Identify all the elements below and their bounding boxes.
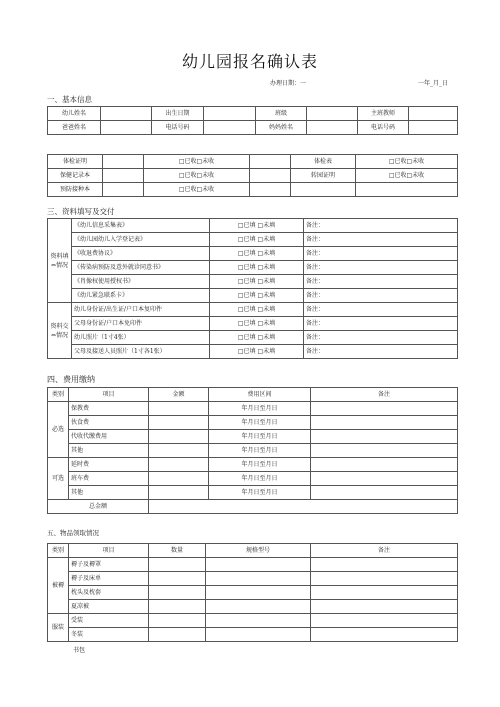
goods-note-field[interactable] bbox=[311, 558, 458, 572]
fee-period[interactable]: 年月日至月日 bbox=[209, 416, 311, 430]
goods-spec-field[interactable] bbox=[206, 572, 311, 586]
fee-item: 伙食费 bbox=[69, 416, 149, 430]
material-status[interactable]: □已填 □未填 bbox=[210, 303, 304, 317]
health-doc-blank bbox=[250, 183, 291, 197]
goods-item: 冬装 bbox=[69, 628, 149, 642]
goods-item: 受装 bbox=[69, 614, 149, 628]
fee-period[interactable]: 年月日至月日 bbox=[209, 402, 311, 416]
fee-item: 其他 bbox=[69, 486, 149, 500]
fee-amount-field[interactable] bbox=[149, 402, 209, 416]
materials-filled-group-label: 资料填⇔情况 bbox=[48, 219, 72, 303]
goods-qty-field[interactable] bbox=[149, 628, 206, 642]
material-note[interactable]: 备注： bbox=[304, 289, 458, 303]
materials-table bbox=[47, 218, 458, 359]
fee-note-field[interactable] bbox=[311, 430, 458, 444]
fee-note-field[interactable] bbox=[311, 444, 458, 458]
material-name: 《肖像权使用授权书》 bbox=[72, 275, 210, 289]
fees-header-item: 项目 bbox=[69, 388, 149, 402]
fee-note-field[interactable] bbox=[311, 472, 458, 486]
fee-note-field[interactable] bbox=[311, 458, 458, 472]
fees-total-label: 总金额 bbox=[48, 500, 149, 514]
mother-phone-label: 电话号码 bbox=[358, 121, 409, 135]
goods-table bbox=[47, 543, 458, 642]
goods-header-qty: 数量 bbox=[149, 544, 206, 558]
material-status[interactable]: □已填 □未填 bbox=[210, 233, 304, 247]
material-note[interactable]: 备注： bbox=[304, 247, 458, 261]
fee-period[interactable]: 年月日至月日 bbox=[209, 486, 311, 500]
birth-date-field[interactable] bbox=[204, 107, 256, 121]
material-note[interactable]: 备注： bbox=[304, 219, 458, 233]
fee-period[interactable]: 年月日至月日 bbox=[209, 472, 311, 486]
health-doc-status[interactable]: □已收□未收 bbox=[356, 155, 458, 169]
section-materials-heading: 三、资料填写及交付 bbox=[47, 207, 115, 216]
health-doc-blank bbox=[250, 169, 291, 183]
health-doc-status[interactable]: □已收□未收 bbox=[144, 183, 250, 197]
goods-spec-field[interactable] bbox=[206, 614, 311, 628]
fee-amount-field[interactable] bbox=[149, 486, 209, 500]
fee-amount-field[interactable] bbox=[149, 416, 209, 430]
class-label: 班级 bbox=[256, 107, 307, 121]
material-note[interactable]: 备注： bbox=[304, 275, 458, 289]
material-name: 《幼儿园幼儿入学登记表》 bbox=[72, 233, 210, 247]
fees-optional-label: 可选 bbox=[48, 458, 69, 500]
page-title: 幼儿园报名确认表 bbox=[181, 52, 318, 71]
material-status[interactable]: □已填 □未填 bbox=[210, 331, 304, 345]
material-status[interactable]: □已填 □未填 bbox=[210, 261, 304, 275]
goods-note-field[interactable] bbox=[311, 586, 458, 600]
fees-header-note: 备注 bbox=[311, 388, 458, 402]
goods-spec-field[interactable] bbox=[206, 558, 311, 572]
mother-name-label: 妈妈姓名 bbox=[256, 121, 307, 135]
fee-item: 代收代缴费用 bbox=[69, 430, 149, 444]
material-status[interactable]: □已填 □未填 bbox=[210, 317, 304, 331]
fee-period[interactable]: 年月日至月日 bbox=[209, 430, 311, 444]
goods-item: 枕头及枕套 bbox=[69, 586, 149, 600]
material-name: 父母及接送人员照片（1寸各1张） bbox=[72, 345, 210, 359]
goods-note-field[interactable] bbox=[311, 600, 458, 614]
father-name-field[interactable] bbox=[101, 121, 152, 135]
basic-info-table bbox=[47, 106, 458, 135]
father-name-label: 爸爸姓名 bbox=[48, 121, 101, 135]
fee-period[interactable]: 年月日至月日 bbox=[209, 458, 311, 472]
goods-qty-field[interactable] bbox=[149, 614, 206, 628]
health-doc-status[interactable]: □已收□未收 bbox=[356, 169, 458, 183]
goods-item: 夏凉被 bbox=[69, 600, 149, 614]
fee-note-field[interactable] bbox=[311, 402, 458, 416]
material-name: 幼儿照片（1寸4张） bbox=[72, 331, 210, 345]
child-name-field[interactable] bbox=[101, 107, 152, 121]
goods-qty-field[interactable] bbox=[149, 558, 206, 572]
fee-item: 班车费 bbox=[69, 472, 149, 486]
teacher-field[interactable] bbox=[409, 107, 458, 121]
material-note[interactable]: 备注： bbox=[304, 317, 458, 331]
fee-amount-field[interactable] bbox=[149, 444, 209, 458]
material-status[interactable]: □已填 □未填 bbox=[210, 275, 304, 289]
material-name: 《传染病预防及意外就诊同意书》 bbox=[72, 261, 210, 275]
mother-name-field[interactable] bbox=[307, 121, 358, 135]
fee-note-field[interactable] bbox=[311, 416, 458, 430]
mother-phone-field[interactable] bbox=[409, 121, 458, 135]
date-format-text: 一年_月_日 bbox=[418, 80, 449, 87]
health-doc-label: 体检证明 bbox=[48, 155, 103, 169]
goods-qty-field[interactable] bbox=[149, 572, 206, 586]
goods-bag-label: 书包 bbox=[73, 647, 86, 654]
health-doc-label: 转园证明 bbox=[291, 169, 356, 183]
goods-header-item: 项目 bbox=[69, 544, 149, 558]
goods-spec-field[interactable] bbox=[206, 586, 311, 600]
fees-table bbox=[47, 387, 458, 514]
birth-date-label: 出生日期 bbox=[152, 107, 204, 121]
fees-header-period: 费用区间 bbox=[209, 388, 311, 402]
father-phone-label: 电话号码 bbox=[152, 121, 204, 135]
goods-qty-field[interactable] bbox=[149, 586, 206, 600]
material-status[interactable]: □已填 □未填 bbox=[210, 247, 304, 261]
health-doc-status[interactable]: □已收□未收 bbox=[144, 155, 250, 169]
fees-header-category: 类别 bbox=[48, 388, 69, 402]
goods-spec-field[interactable] bbox=[206, 628, 311, 642]
material-name: 幼儿身份证/出生证/户口本复印件 bbox=[72, 303, 210, 317]
section-basic-info-heading: 一、基本信息 bbox=[47, 95, 92, 104]
health-doc-blank bbox=[103, 183, 144, 197]
health-doc-label: 预防接种本 bbox=[48, 183, 103, 197]
goods-item: 褥子及褥罩 bbox=[69, 558, 149, 572]
fee-item: 其他 bbox=[69, 444, 149, 458]
material-note[interactable]: 备注： bbox=[304, 303, 458, 317]
fee-note-field[interactable] bbox=[311, 486, 458, 500]
material-status[interactable]: □已填 □未填 bbox=[210, 219, 304, 233]
goods-spec-field[interactable] bbox=[206, 600, 311, 614]
processing-date-label: 办理日期：一 bbox=[270, 80, 307, 87]
goods-bedding-label: 被褥 bbox=[48, 558, 69, 614]
goods-note-field[interactable] bbox=[311, 572, 458, 586]
fee-amount-field[interactable] bbox=[149, 458, 209, 472]
material-status[interactable]: □已填 □未填 bbox=[210, 289, 304, 303]
health-doc-blank bbox=[291, 183, 356, 197]
health-doc-status[interactable]: □已收□未收 bbox=[144, 169, 250, 183]
section-goods-heading: 五、物品领取情况 bbox=[47, 529, 99, 537]
goods-item: 褥子及床单 bbox=[69, 572, 149, 586]
material-note[interactable]: 备注： bbox=[304, 331, 458, 345]
goods-note-field[interactable] bbox=[311, 628, 458, 642]
material-note[interactable]: 备注： bbox=[304, 261, 458, 275]
teacher-label: 主班教师 bbox=[358, 107, 409, 121]
material-name: 父母身份证/户口本免印件 bbox=[72, 317, 210, 331]
material-note[interactable]: 备注： bbox=[304, 345, 458, 359]
child-name-label: 幼儿姓名 bbox=[48, 107, 101, 121]
health-doc-blank bbox=[250, 155, 291, 169]
fees-total-field[interactable] bbox=[149, 500, 458, 514]
material-note[interactable]: 备注： bbox=[304, 233, 458, 247]
class-field[interactable] bbox=[307, 107, 358, 121]
goods-note-field[interactable] bbox=[311, 614, 458, 628]
materials-submitted-group-label: 资料交⇔情况 bbox=[48, 303, 72, 359]
fees-required-label: 必选 bbox=[48, 402, 69, 458]
material-name: 《幼儿紧急联系卡》 bbox=[72, 289, 210, 303]
health-doc-blank bbox=[103, 155, 144, 169]
goods-header-note: 备注 bbox=[311, 544, 458, 558]
fee-item: 延时费 bbox=[69, 458, 149, 472]
fees-header-amount: 金额 bbox=[149, 388, 209, 402]
health-doc-blank bbox=[356, 183, 458, 197]
health-doc-label: 保健记录本 bbox=[48, 169, 103, 183]
fee-item: 保教费 bbox=[69, 402, 149, 416]
material-status[interactable]: □已填 □未填 bbox=[210, 345, 304, 359]
health-doc-label: 体检表 bbox=[291, 155, 356, 169]
goods-qty-field[interactable] bbox=[149, 600, 206, 614]
health-docs-table bbox=[47, 154, 458, 197]
material-name: 《幼儿信息采集表》 bbox=[72, 219, 210, 233]
fee-amount-field[interactable] bbox=[149, 430, 209, 444]
fee-period[interactable]: 年月日至月日 bbox=[209, 444, 311, 458]
father-phone-field[interactable] bbox=[204, 121, 256, 135]
goods-header-category: 类别 bbox=[48, 544, 69, 558]
section-fees-heading: 四、费用缴纳 bbox=[47, 375, 95, 384]
health-doc-blank bbox=[103, 169, 144, 183]
fee-amount-field[interactable] bbox=[149, 472, 209, 486]
goods-uniform-label: 服装 bbox=[48, 614, 69, 642]
goods-header-spec: 规格型号 bbox=[206, 544, 311, 558]
material-name: 《收退费协议》 bbox=[72, 247, 210, 261]
